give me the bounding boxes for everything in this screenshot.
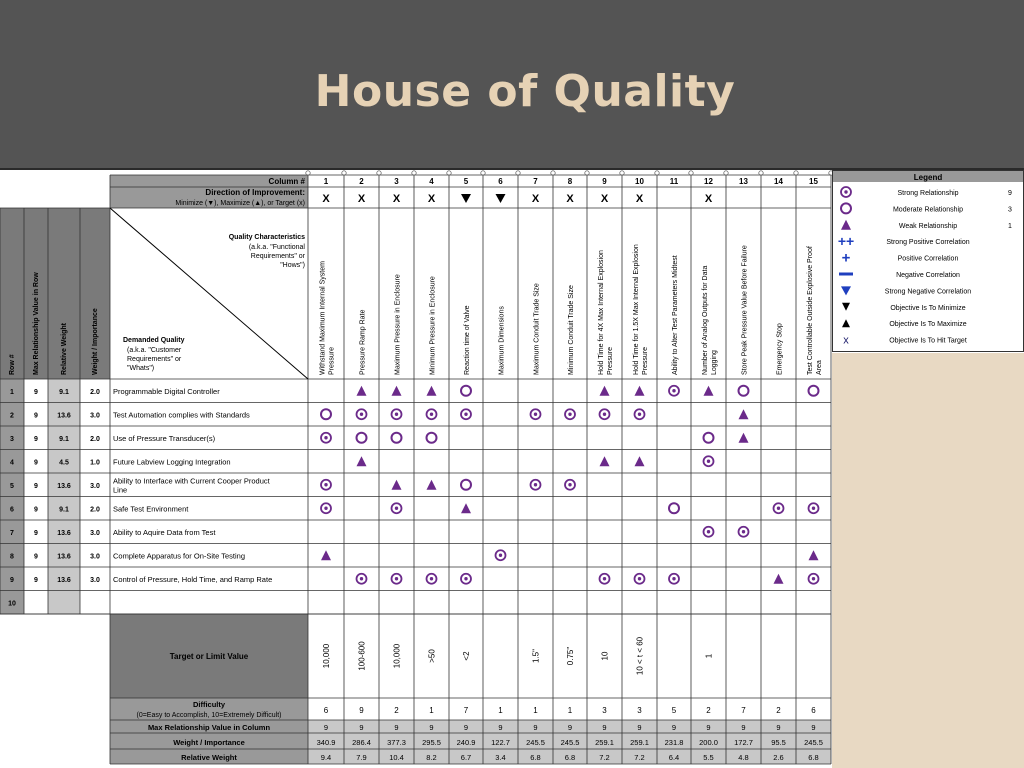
column-relative-weight: 6.8 — [530, 753, 541, 762]
column-name-label: Area — [816, 360, 823, 375]
weak-relationship-symbol — [600, 456, 610, 466]
target-direction-x: X — [322, 193, 330, 205]
column-relative-weight: 6.7 — [460, 753, 472, 762]
legend-panel — [832, 170, 1024, 353]
direction-label: Direction of Improvement: — [205, 188, 305, 197]
row-weight-importance: 1.0 — [90, 459, 100, 467]
legend-item-value: 9 — [1008, 190, 1012, 197]
column-name-label: Pressure — [607, 346, 614, 375]
moderate-relationship-symbol — [321, 409, 331, 419]
column-relative-weight: 2.6 — [773, 753, 784, 762]
column-name-label: Maximum Conduit Trade Size — [533, 283, 541, 375]
roof-joint — [516, 171, 520, 175]
moderate-relationship-symbol — [739, 386, 749, 396]
strong-relationship-dot — [324, 436, 327, 439]
weak-relationship-symbol — [427, 386, 437, 396]
column-weight-value: 122.7 — [491, 738, 510, 747]
column-name-label: Number of Analog Outputs for Data — [702, 265, 709, 375]
column-name-label: Store Peak Pressure Value Before Failure — [741, 245, 749, 375]
difficulty-value: 1 — [429, 706, 434, 715]
roof-joint — [377, 171, 381, 175]
difficulty-value: 2 — [394, 706, 399, 715]
weak-relationship-symbol — [635, 386, 645, 396]
demanded-quality-sub: Requirements" or — [127, 356, 182, 363]
column-number: 7 — [533, 177, 538, 186]
legend-item-value: 3 — [1008, 206, 1012, 214]
row-max-relationship: 9 — [34, 506, 38, 514]
row-max-relationship: 9 — [34, 576, 38, 584]
max-relationship-value: 9 — [533, 723, 538, 732]
roof-joint — [759, 171, 763, 175]
max-relationship-value: 9 — [776, 723, 781, 732]
strong-relationship-dot — [534, 413, 537, 416]
target-icon: x — [843, 334, 849, 347]
legend-item-label: Negative Correlation — [896, 272, 960, 279]
column-number: 13 — [739, 177, 748, 186]
column-weight-value: 340.9 — [316, 738, 336, 747]
strong-relationship-dot — [672, 577, 675, 580]
moderate-relationship-symbol — [809, 386, 819, 396]
difficulty-value: 1 — [567, 706, 573, 715]
demanded-quality-sub: (a.k.a. "Customer — [127, 347, 182, 354]
target-value: 10 — [600, 651, 610, 661]
row-relative-weight: 9.1 — [59, 435, 69, 443]
strong-positive-icon: ++ — [837, 233, 855, 250]
row-number: 9 — [10, 576, 14, 584]
column-name-label: Hold Time for 1.5X Max Internal Explosion — [633, 244, 640, 375]
target-direction-x: X — [600, 193, 609, 205]
max-relationship-value: 9 — [323, 723, 329, 732]
max-relationship-value: 9 — [671, 723, 677, 732]
column-name-label: Pressure — [328, 346, 336, 375]
demanded-quality-text: Line — [113, 485, 128, 495]
weak-relationship-symbol — [321, 550, 331, 560]
strong-relationship-dot — [844, 190, 847, 193]
column-name-label: Minimum Conduit Trade Size — [568, 285, 575, 375]
difficulty-value: 7 — [463, 706, 469, 715]
row-weight-importance: 2.0 — [90, 388, 100, 396]
row-weight-importance: 3.0 — [90, 576, 100, 584]
row-weight-importance: 2.0 — [90, 506, 100, 514]
weak-relationship-symbol — [357, 386, 367, 396]
max-relationship-value: 9 — [706, 723, 711, 732]
column-relative-weight: 8.2 — [426, 753, 437, 762]
max-relationship-value: 9 — [567, 723, 573, 732]
max-relationship-value: 9 — [429, 723, 434, 732]
row-relative-weight: 13.6 — [57, 412, 71, 420]
row-number: 4 — [10, 459, 14, 467]
demanded-quality-text: Test Automation complies with Standards — [113, 410, 250, 420]
column-number: 1 — [323, 177, 329, 186]
column-number: 5 — [463, 177, 469, 186]
row-relative-weight: 13.6 — [57, 553, 71, 561]
row-weight-importance: 2.0 — [90, 435, 100, 443]
left-column-header: Relative Weight — [61, 323, 68, 375]
weak-relationship-symbol — [704, 386, 714, 396]
column-weight-value: 286.4 — [352, 738, 371, 747]
row-number: 1 — [10, 388, 14, 396]
legend-item-label: Strong Positive Correlation — [886, 239, 970, 247]
strong-relationship-dot — [430, 577, 433, 580]
left-column-header: Max Relationship Value in Row — [33, 272, 40, 375]
moderate-relationship-symbol — [704, 433, 714, 443]
column-weight-value: 231.8 — [664, 738, 684, 747]
row-max-relationship: 9 — [34, 388, 38, 396]
target-value: 10 < t < 60 — [635, 636, 645, 676]
legend-item-label: Weak Relationship — [898, 222, 958, 230]
difficulty-value: 3 — [637, 706, 642, 715]
weak-relationship-symbol — [427, 480, 437, 490]
target-direction-x: X — [357, 193, 366, 205]
column-number: 9 — [602, 177, 607, 186]
strong-relationship-dot — [324, 507, 327, 510]
strong-relationship-dot — [499, 554, 502, 557]
column-weight-value: 377.3 — [387, 738, 406, 747]
target-value: 1.5" — [531, 649, 541, 663]
column-name-label: Ability to Alter Test Parameters Midtest — [672, 255, 679, 375]
column-name-label: Maximum Pressure in Enclosure — [394, 274, 402, 375]
target-value: 100-600 — [357, 641, 367, 671]
strong-relationship-dot — [395, 507, 398, 510]
legend-item-label: Positive Correlation — [897, 255, 959, 263]
demanded-quality-text: Future Labview Logging Integration — [113, 457, 231, 467]
column-number: 4 — [429, 177, 434, 186]
column-weight-value: 172.7 — [734, 738, 753, 747]
row-weight-importance: 3.0 — [90, 529, 100, 537]
negative-icon — [839, 273, 853, 276]
demanded-quality-heading: Demanded Quality — [123, 337, 185, 344]
left-column-header: Row # — [9, 354, 16, 375]
column-relative-weight: 3.4 — [495, 753, 506, 762]
column-relative-weight: 6.8 — [564, 753, 576, 762]
strong-relationship-dot — [568, 483, 571, 486]
direction-sub-label: Minimize (▼), Maximize (▲), or Target (x) — [175, 200, 305, 207]
weight-importance-label: Weight / Importance — [173, 738, 245, 747]
column-name-label: Withstand Maximum Internal System — [319, 261, 327, 375]
legend-item-value: 1 — [1008, 222, 1012, 230]
strong-relationship-dot — [395, 577, 398, 580]
column-weight-value: 259.1 — [595, 738, 614, 747]
row-number: 3 — [10, 435, 14, 443]
difficulty-value: 1 — [533, 706, 538, 715]
column-number: 3 — [394, 177, 399, 186]
target-direction-x: X — [392, 193, 401, 205]
row-max-relationship: 9 — [34, 529, 38, 537]
column-relative-weight: 10.4 — [389, 753, 404, 762]
strong-relationship-dot — [324, 483, 327, 486]
column-name-label: Maximum Dimensions — [498, 306, 506, 375]
demanded-quality-text: Control of Pressure, Hold Time, and Ramp Rate — [113, 574, 273, 584]
column-name-label: Logging — [711, 350, 718, 375]
weak-relationship-symbol — [392, 480, 402, 490]
row-relative-weight: 13.6 — [57, 482, 71, 490]
relative-weight-cell — [48, 591, 80, 615]
target-value: 10,000 — [322, 643, 331, 669]
column-name-label: Pressure — [642, 346, 649, 375]
strong-relationship-dot — [464, 413, 467, 416]
demanded-quality-sub: "Whats") — [127, 365, 155, 372]
legend-item-label: Strong Negative Correlation — [884, 288, 972, 296]
max-relationship-value: 9 — [741, 723, 746, 732]
column-number: 11 — [669, 177, 679, 186]
demanded-quality-text: Safe Test Environment — [113, 504, 189, 514]
roof-joint — [585, 171, 589, 175]
weak-relationship-symbol — [357, 456, 367, 466]
max-relationship-value: 9 — [637, 723, 642, 732]
max-relationship-value: 9 — [602, 723, 607, 732]
row-weight-importance: 3.0 — [90, 482, 100, 490]
target-limit-label: Target or Limit Value — [169, 652, 249, 661]
max-relationship-label: Max Relationship Value in Column — [147, 723, 271, 732]
minimize-direction-triangle — [496, 194, 506, 203]
hoq-sheet — [0, 170, 832, 768]
strong-relationship-dot — [707, 530, 710, 533]
roof-joint — [412, 171, 416, 175]
row-weight-importance: 3.0 — [90, 412, 100, 420]
positive-icon: + — [841, 249, 851, 267]
row-relative-weight: 9.1 — [59, 388, 69, 396]
column-weight-value: 240.9 — [456, 738, 476, 747]
roof-joint — [447, 171, 451, 175]
strong-relationship-dot — [777, 507, 780, 510]
legend-item-label: Objective Is To Minimize — [890, 304, 966, 312]
legend-item-label: Moderate Relationship — [892, 206, 964, 214]
difficulty-value: 7 — [741, 706, 746, 715]
column-weight-value: 245.5 — [804, 738, 823, 747]
column-number: 12 — [704, 177, 713, 186]
column-name-label: Reaction time of Valve — [464, 305, 471, 375]
column-weight-value: 245.5 — [526, 738, 545, 747]
column-number: 6 — [498, 177, 503, 186]
difficulty-value: 5 — [671, 706, 677, 715]
target-direction-x: X — [427, 193, 436, 205]
row-relative-weight: 13.6 — [57, 576, 71, 584]
row-max-relationship: 9 — [34, 459, 38, 467]
target-value: >50 — [427, 649, 437, 663]
column-relative-weight: 5.5 — [703, 753, 714, 762]
column-name-label: Hold Time for 4X Max Internal Explosion — [598, 250, 605, 375]
row-relative-weight: 9.1 — [59, 506, 69, 514]
difficulty-value: 2 — [776, 706, 781, 715]
row-relative-weight: 4.5 — [59, 459, 69, 467]
difficulty-label: Difficulty — [192, 700, 226, 709]
column-name-label: Minimum Pressure in Enclosure — [429, 276, 437, 375]
column-number: 15 — [809, 177, 818, 186]
demanded-quality-text: Complete Apparatus for On-Site Testing — [113, 551, 246, 561]
strong-relationship-dot — [430, 413, 433, 416]
column-relative-weight: 7.9 — [356, 753, 367, 762]
difficulty-sub-label: (0=Easy to Accomplish, 10=Extremely Difficult) — [136, 712, 282, 719]
weak-relationship-symbol — [461, 503, 471, 513]
strong-relationship-dot — [464, 577, 467, 580]
demanded-quality-text: Ability to Aquire Data from Test — [113, 527, 216, 537]
relative-weight-label: Relative Weight — [181, 753, 237, 762]
strong-relationship-dot — [395, 413, 398, 416]
roof-joint — [342, 171, 346, 175]
slide-title: House of Quality — [314, 66, 736, 117]
moderate-relationship-symbol — [427, 433, 437, 443]
strong-relationship-dot — [534, 483, 537, 486]
column-number: 8 — [567, 177, 573, 186]
legend-item-label: Objective Is To Maximize — [889, 321, 967, 329]
roof-joint — [689, 171, 693, 175]
column-weight-value: 200.0 — [699, 738, 718, 747]
difficulty-value: 2 — [706, 706, 711, 715]
demanded-quality-text: Use of Pressure Transducer(s) — [113, 433, 216, 443]
column-relative-weight: 4.8 — [738, 753, 749, 762]
moderate-relationship-symbol — [669, 503, 679, 513]
max-relationship-value: 9 — [463, 723, 469, 732]
legend-item-label: Objective Is To Hit Target — [889, 337, 967, 345]
strong-relationship-dot — [360, 413, 363, 416]
target-value: <2 — [462, 651, 471, 661]
minimize-direction-triangle — [461, 194, 471, 203]
weak-relationship-symbol — [600, 386, 610, 396]
moderate-relationship-symbol — [461, 386, 471, 396]
target-value: 0.75" — [566, 646, 575, 666]
demanded-quality-text: Programmable Digital Controller — [113, 386, 220, 396]
column-relative-weight: 9.4 — [320, 753, 332, 762]
row-number: 6 — [10, 506, 14, 514]
row-relative-weight: 13.6 — [57, 529, 71, 537]
max-relationship-value: 9 — [394, 723, 399, 732]
column-weight-value: 259.1 — [630, 738, 649, 747]
moderate-relationship-symbol — [357, 433, 367, 443]
roof-joint — [655, 171, 659, 175]
legend-item-label: Strong Relationship — [897, 190, 959, 197]
row-max-relationship: 9 — [34, 412, 38, 420]
difficulty-value: 9 — [359, 706, 364, 715]
row-number: 10 — [8, 600, 16, 608]
row-number: 2 — [10, 412, 14, 420]
row-max-relationship: 9 — [34, 482, 38, 490]
max-relationship-value: 9 — [359, 723, 364, 732]
column-name-label: Emergency Stop — [776, 323, 784, 375]
quality-characteristics-sub: "Hows") — [280, 262, 305, 269]
roof-joint — [724, 171, 728, 175]
difficulty-value: 1 — [498, 706, 503, 715]
hoq-matrix — [0, 170, 832, 768]
row-weight-importance: 3.0 — [90, 553, 100, 561]
strong-relationship-dot — [742, 530, 745, 533]
strong-relationship-dot — [360, 577, 363, 580]
weak-relationship-symbol — [809, 550, 819, 560]
column-relative-weight: 6.8 — [808, 753, 819, 762]
strong-relationship-dot — [638, 413, 641, 416]
roof-joint — [481, 171, 485, 175]
column-relative-weight: 7.2 — [599, 753, 610, 762]
moderate-relationship-symbol — [461, 480, 471, 490]
roof-joint — [794, 171, 798, 175]
quality-characteristics-heading: Quality Characteristics — [228, 234, 305, 241]
legend-box — [832, 170, 1024, 353]
roof-joint — [620, 171, 624, 175]
target-value: 10,000 — [392, 643, 402, 669]
difficulty-value: 6 — [811, 706, 816, 715]
weak-relationship-symbol — [635, 456, 645, 466]
weak-relationship-symbol — [392, 386, 402, 396]
column-relative-weight: 6.4 — [668, 753, 680, 762]
strong-relationship-dot — [638, 577, 641, 580]
roof-joint — [551, 171, 555, 175]
column-number: 14 — [774, 177, 783, 186]
target-direction-x: X — [635, 193, 644, 205]
column-weight-value: 295.5 — [422, 738, 441, 747]
strong-relationship-dot — [568, 413, 571, 416]
weak-relationship-symbol — [739, 409, 749, 419]
max-relationship-value: 9 — [811, 723, 816, 732]
difficulty-value: 3 — [602, 706, 607, 715]
column-name-label: Pressure Ramp Rate — [359, 309, 367, 375]
weak-relationship-symbol — [739, 433, 749, 443]
row-number: 8 — [10, 553, 14, 561]
left-column-header: Weight / Importance — [92, 308, 99, 375]
demanded-quality-text: Ability to Interface with Current Cooper Product — [113, 476, 270, 486]
moderate-relationship-symbol — [392, 433, 402, 443]
strong-relationship-dot — [603, 413, 606, 416]
column-number: 2 — [359, 177, 364, 186]
strong-relationship-dot — [672, 389, 675, 392]
legend-title: Legend — [913, 173, 943, 182]
row-max-relationship: 9 — [34, 553, 38, 561]
target-value: 1 — [704, 653, 714, 659]
quality-characteristics-sub: Requirements" or — [250, 253, 305, 260]
weak-relationship-symbol — [774, 574, 784, 584]
target-direction-x: X — [531, 193, 540, 205]
roof-joint — [306, 171, 310, 175]
target-direction-x: X — [566, 193, 574, 205]
row-number: 7 — [10, 529, 14, 537]
strong-relationship-dot — [812, 507, 815, 510]
row-max-relationship: 9 — [34, 435, 38, 443]
target-direction-x: X — [704, 193, 713, 205]
max-relationship-value: 9 — [498, 723, 503, 732]
strong-relationship-dot — [812, 577, 815, 580]
strong-relationship-dot — [707, 460, 710, 463]
column-weight-value: 95.5 — [771, 738, 786, 747]
column-number: 10 — [635, 177, 644, 186]
difficulty-value: 6 — [323, 706, 329, 715]
quality-characteristics-sub: (a.k.a. "Functional — [248, 244, 305, 251]
column-relative-weight: 7.2 — [634, 753, 645, 762]
column-name-label: Test Controllable Outside Explosive Proof — [807, 246, 814, 375]
column-number-label: Column # — [268, 177, 305, 186]
column-weight-value: 245.5 — [560, 738, 580, 747]
strong-relationship-dot — [603, 577, 606, 580]
row-number: 5 — [10, 482, 14, 490]
